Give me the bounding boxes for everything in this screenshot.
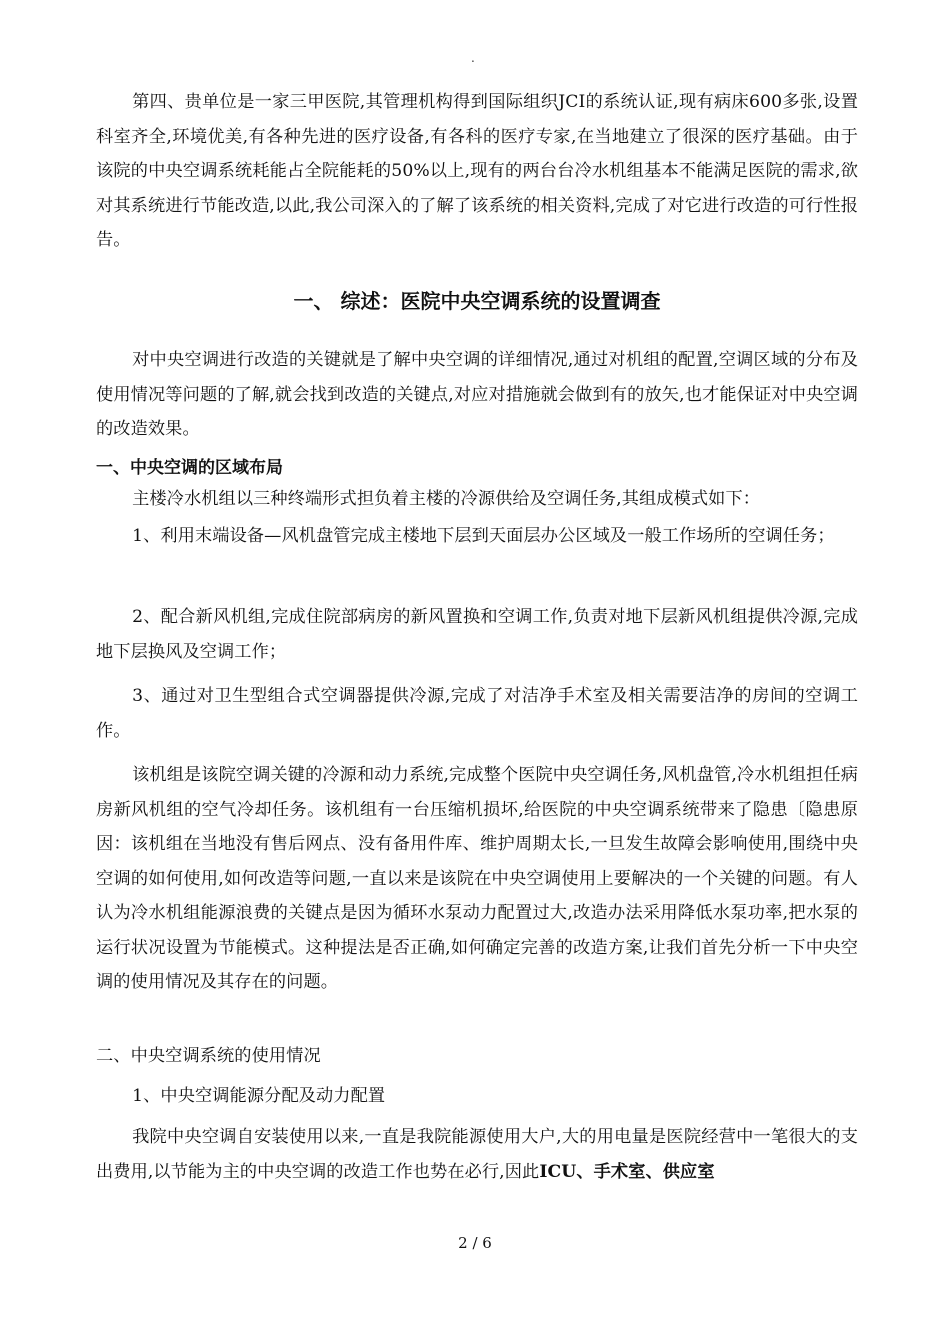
list-item-1: 1、利用末端设备—风机盘管完成主楼地下层到天面层办公区域及一般工作场所的空调任务； [132,526,835,546]
subheading-usage: 二、中央空调系统的使用情况 [96,1046,321,1066]
list-item-3: 3、通过对卫生型组合式空调器提供冷源,完成了对洁净手术室及相关需要洁净的房间的空调工作。 [96,686,858,741]
paragraph-energy-bold: ICU、手术室、供应室 [539,1161,715,1182]
section-heading: 一、 综述：医院中央空调系统的设置调查 [293,289,661,313]
paragraph-intro: 第四、贵单位是一家三甲医院,其管理机构得到国际组织JCI的系统认证,现有病床600多张,设置科室齐全,环境优美,有各种先进的医疗设备,有各科的医疗专家,在当地建立了很深的医疗基础。由于该院的中央空调系统耗能占全院能耗的50%以上,现有的两台台冷水机组基本不能满足医院的需求,欲对其系统进行节能改造,以此,我公司深入的了解了该系统的相关资料,完成了对它进行改造的可行性报告。 [96,92,858,250]
paragraph-energy-text: 我院中央空调自安装使用以来,一直是我院能源使用大户,大的用电量是医院经营中一笔很大的支出费用,以节能为主的中央空调的改造工作也势在必行,因此 [96,1127,858,1182]
paragraph-energy [96,1120,858,1189]
list-item-2: 2、配合新风机组,完成住院部病房的新风置换和空调工作,负责对地下层新风机组提供冷源,完成地下层换风及空调工作； [96,607,858,662]
page-number: 2 / 6 [458,1234,492,1252]
subheading-energy: 1、中央空调能源分配及动力配置 [132,1086,386,1106]
paragraph-modes: 主楼冷水机组以三种终端形式担负着主楼的冷源供给及空调任务,其组成模式如下： [132,489,761,509]
subheading-area-layout: 一、中央空调的区域布局 [96,458,283,478]
paragraph-unit-status: 该机组是该院空调关键的冷源和动力系统,完成整个医院中央空调任务,风机盘管,冷水机组担任病房新风机组的空气冷却任务。该机组有一台压缩机损坏,给医院的中央空调系统带来了隐患〔隐患原因：该机组在当地没有售后网点、没有备用件库、维护周期太长,一旦发生故障会影响使用,围绕中央空调的如何使用,如何改造等问题,一直以来是该院在中央空调使用上要解决的一个关键的问题。有人认为冷水机组能源浪费的关键点是因为循环水泵动力配置过大,改造办法采用降低水泵功率,把水泵的运行状况设置为节能模式。这种提法是否正确,如何确定完善的改造方案,让我们首先分析一下中央空调的使用情况及其存在的问题。 [96,765,858,992]
header-mark: . [471,51,475,65]
paragraph-overview: 对中央空调进行改造的关键就是了解中央空调的详细情况,通过对机组的配置,空调区域的分布及使用情况等问题的了解,就会找到改造的关键点,对应对措施就会做到有的放矢,也才能保证对中央空调的改造效果。 [96,350,858,439]
